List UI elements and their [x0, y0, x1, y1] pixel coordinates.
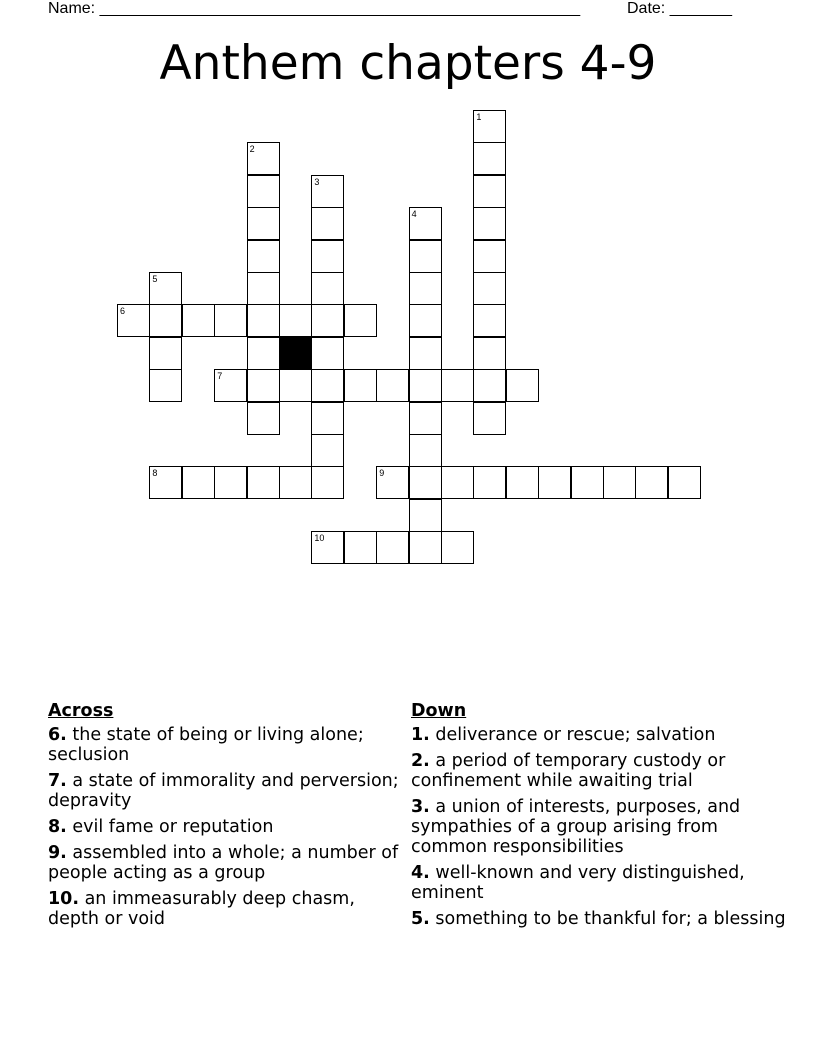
grid-cell[interactable] [149, 466, 182, 499]
cell-number: 1 [476, 112, 482, 122]
grid-cell[interactable] [311, 531, 344, 564]
grid-cell[interactable] [409, 466, 442, 499]
grid-cell[interactable] [473, 175, 506, 208]
grid-cell[interactable] [247, 369, 280, 402]
grid-cell[interactable] [603, 466, 636, 499]
grid-cell[interactable] [247, 337, 280, 370]
clue-number: 2. [411, 751, 430, 771]
grid-cell[interactable] [247, 175, 280, 208]
clue-item [48, 889, 408, 929]
grid-cell[interactable] [247, 402, 280, 435]
clue-item [411, 909, 791, 929]
clue-text: an immeasurably deep chasm, depth or void [48, 889, 355, 929]
cell-number: 9 [379, 468, 385, 479]
grid-cell[interactable] [182, 304, 215, 337]
date-line: Date: _______ [627, 0, 732, 17]
grid-cell[interactable] [149, 337, 182, 370]
grid-cell[interactable] [441, 466, 474, 499]
clue-item [411, 863, 791, 903]
clue-number: 8. [48, 817, 67, 837]
grid-cell[interactable] [409, 304, 442, 337]
cell-number: 8 [152, 468, 158, 479]
grid-cell[interactable] [311, 240, 344, 273]
down-clues [411, 700, 791, 935]
grid-cell[interactable] [473, 466, 506, 499]
page-title: Anthem chapters 4-9 [159, 36, 657, 91]
clue-text: evil fame or reputation [66, 817, 274, 837]
grid-cell[interactable] [344, 304, 377, 337]
grid-cell[interactable] [473, 207, 506, 240]
clue-text: the state of being or living alone; seclusion [48, 725, 364, 765]
grid-cell[interactable] [473, 369, 506, 402]
grid-cell[interactable] [668, 466, 701, 499]
grid-cell[interactable] [441, 369, 474, 402]
grid-cell[interactable] [279, 369, 312, 402]
grid-cell[interactable] [344, 531, 377, 564]
clue-item [48, 817, 408, 837]
cell-number: 4 [411, 209, 417, 220]
grid-cell[interactable] [279, 466, 312, 499]
grid-cell[interactable] [117, 304, 150, 337]
grid-cell[interactable] [214, 369, 247, 402]
grid-cell[interactable] [311, 304, 344, 337]
grid-cell[interactable] [409, 369, 442, 402]
grid-cell[interactable] [376, 531, 409, 564]
grid-cell[interactable] [538, 466, 571, 499]
grid-cell[interactable] [149, 304, 182, 337]
grid-cell[interactable] [409, 337, 442, 370]
grid-cell[interactable] [311, 369, 344, 402]
grid-cell[interactable] [441, 531, 474, 564]
clue-text: assembled into a whole; a number of people acting as a group [48, 843, 399, 883]
cell-number: 7 [217, 371, 223, 382]
down-heading: Down [411, 701, 467, 721]
grid-cell[interactable] [473, 142, 506, 175]
grid-cell[interactable] [311, 402, 344, 435]
grid-cell[interactable] [247, 207, 280, 240]
grid-cell[interactable] [214, 466, 247, 499]
grid-cell[interactable] [473, 272, 506, 305]
grid-cell[interactable] [506, 466, 539, 499]
clue-text: a period of temporary custody or confinement while awaiting trial [411, 751, 726, 791]
clue-number: 4. [411, 863, 430, 883]
clue-text: a union of interests, purposes, and sympathies of a group arising from common responsibilities [411, 797, 741, 857]
grid-cell[interactable] [571, 466, 604, 499]
down-clue-list [411, 725, 791, 929]
grid-cell[interactable] [473, 240, 506, 273]
clue-text: a state of immorality and perversion; depravity [48, 771, 399, 811]
grid-cell[interactable] [344, 369, 377, 402]
name-line: Name: ______________________________________________________ [48, 0, 581, 17]
grid-cell[interactable] [473, 304, 506, 337]
grid-cell[interactable] [506, 369, 539, 402]
clue-number: 3. [411, 797, 430, 817]
grid-cell[interactable] [409, 272, 442, 305]
clue-number: 6. [48, 725, 67, 745]
grid-cell[interactable] [409, 240, 442, 273]
grid-cell[interactable] [409, 434, 442, 467]
cell-number: 6 [120, 306, 126, 317]
grid-cell[interactable] [247, 240, 280, 273]
grid-cell[interactable] [247, 142, 280, 175]
grid-cell[interactable] [279, 304, 312, 337]
grid-cell[interactable] [311, 272, 344, 305]
grid-cell[interactable] [182, 466, 215, 499]
clue-item [48, 725, 408, 765]
grid-cell[interactable] [214, 304, 247, 337]
grid-cell[interactable] [149, 369, 182, 402]
clue-number: 10. [48, 889, 80, 909]
grid-cell[interactable] [409, 207, 442, 240]
grid-cell[interactable] [635, 466, 668, 499]
clue-item [411, 725, 791, 745]
across-clues [48, 700, 408, 935]
cell-number: 10 [314, 533, 325, 544]
grid-cell[interactable] [311, 175, 344, 208]
cell-number: 3 [314, 176, 320, 187]
clue-item [48, 843, 408, 883]
clue-number: 7. [48, 771, 67, 791]
across-heading: Across [48, 701, 114, 721]
grid-cell[interactable] [311, 207, 344, 240]
across-clue-list [48, 725, 408, 929]
grid-cell[interactable] [149, 272, 182, 305]
grid-cell[interactable] [409, 499, 442, 532]
grid-cell[interactable] [409, 402, 442, 435]
grid-cell[interactable] [311, 337, 344, 370]
clue-text: well-known and very distinguished, eminent [411, 863, 745, 903]
grid-cell[interactable] [247, 466, 280, 499]
grid-cell[interactable] [473, 402, 506, 435]
clue-text: deliverance or rescue; salvation [429, 725, 716, 745]
grid-cell[interactable] [473, 337, 506, 370]
grid-cell[interactable] [311, 434, 344, 467]
grid-cell[interactable] [247, 304, 280, 337]
cell-number: 2 [249, 144, 255, 155]
clue-item [411, 751, 791, 791]
grid-cell[interactable] [409, 531, 442, 564]
grid-cell[interactable] [376, 466, 409, 499]
clue-item [48, 771, 408, 811]
grid-cell[interactable] [247, 272, 280, 305]
grid-cell[interactable] [311, 466, 344, 499]
clue-number: 1. [411, 725, 430, 745]
cell-number: 5 [152, 274, 158, 284]
grid-cell[interactable] [473, 110, 506, 143]
clue-text: something to be thankful for; a blessing [429, 909, 786, 929]
clue-number: 9. [48, 843, 67, 863]
blocked-cell [279, 337, 312, 370]
grid-cell[interactable] [376, 369, 409, 402]
clue-item [411, 797, 791, 857]
clue-number: 5. [411, 909, 430, 929]
